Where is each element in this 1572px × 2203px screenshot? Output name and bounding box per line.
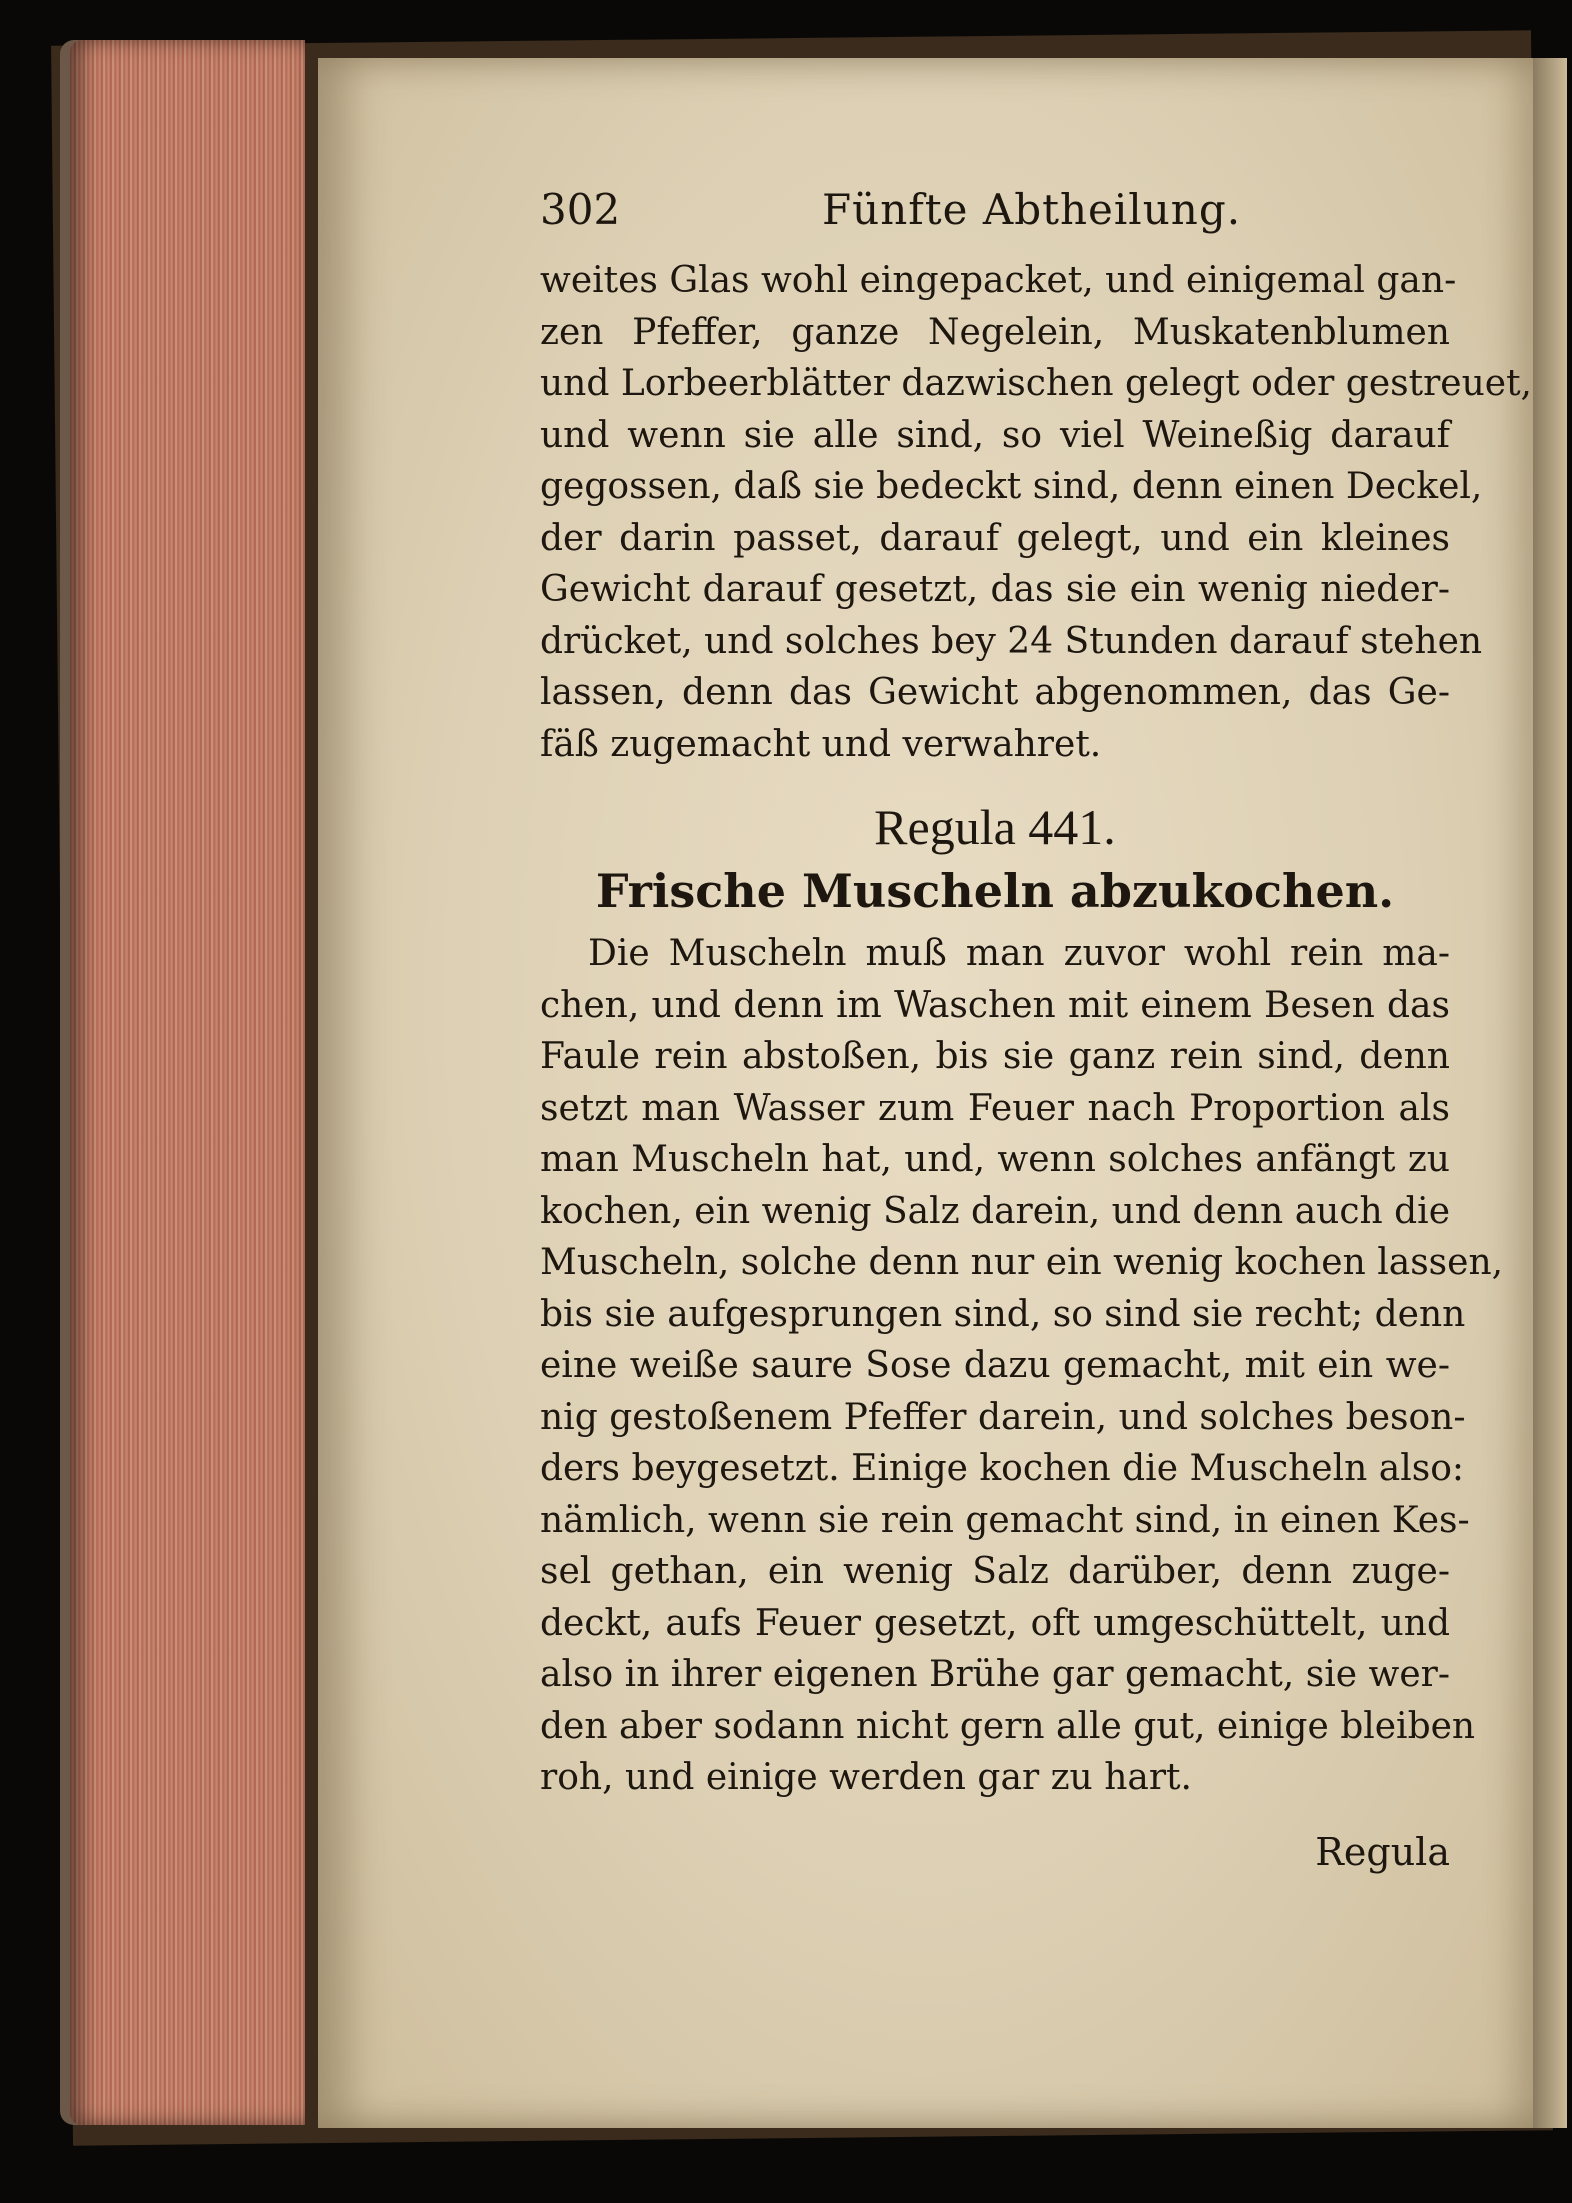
page-edges: [70, 40, 305, 2125]
text-line: den aber sodann nicht gern alle gut, einige bleiben: [540, 1705, 1476, 1747]
text-line: Muscheln, solche denn nur ein wenig kochen lassen,: [540, 1242, 1504, 1283]
section-title: Fünfte Abtheilung.: [822, 185, 1242, 234]
text-line: eine weiße saure Sose dazu gemacht, mit ein we-: [540, 1345, 1450, 1386]
recipe-title: Frische Muscheln abzukochen.: [595, 864, 1395, 918]
text-line: der darin passet, darauf gelegt, und ein kleines: [540, 517, 1450, 559]
text-line: zen Pfeffer, ganze Negelein, Muskatenblumen: [540, 311, 1450, 353]
text-line: drücket, und solches bey 24 Stunden darauf stehen: [540, 620, 1483, 662]
text-line: deckt, aufs Feuer gesetzt, oft umgeschüttelt, und: [540, 1602, 1450, 1644]
text-line: man Muscheln hat, und, wenn solches anfängt zu: [540, 1139, 1450, 1180]
text-line: nig gestoßenem Pfeffer darein, und solches beson-: [540, 1396, 1466, 1438]
text-line: gegossen, daß sie bedeckt sind, denn einen Deckel,: [540, 466, 1483, 507]
paragraph-recipe: [540, 928, 1504, 1804]
text-line: fäß zugemacht und verwahret.: [540, 723, 1102, 765]
page-number: 302: [540, 185, 621, 234]
text-line: Gewicht darauf gesetzt, das sie ein wenig nieder-: [540, 569, 1450, 610]
text-line: lassen, denn das Gewicht abgenommen, das Ge-: [540, 672, 1450, 713]
text-line: weites Glas wohl eingepacket, und einigemal gan-: [540, 260, 1457, 301]
text-line: nämlich, wenn sie rein gemacht sind, in einen Kes-: [540, 1499, 1470, 1541]
text-line: kochen, ein wenig Salz darein, und denn auch die: [540, 1190, 1450, 1232]
text-line: roh, und einige werden gar zu hart.: [540, 1757, 1192, 1798]
text-line: sel gethan, ein wenig Salz darüber, denn zuge-: [540, 1551, 1450, 1592]
paragraph-continuation: [540, 255, 1532, 770]
catchword: Regula: [1315, 1829, 1450, 1874]
running-head: [540, 185, 1450, 255]
text-line: und wenn sie alle sind, so viel Weineßig darauf: [540, 414, 1450, 456]
page-text: [540, 185, 1532, 1900]
rule-heading: Regula 441.: [874, 799, 1116, 855]
catchword-row: [540, 1830, 1450, 1900]
text-line: setzt man Wasser zum Feuer nach Proportion als: [540, 1087, 1450, 1129]
text-line: bis sie aufgesprungen sind, so sind sie recht; denn: [540, 1293, 1466, 1335]
text-line: also in ihrer eigenen Brühe gar gemacht, sie wer-: [540, 1654, 1450, 1695]
text-line: chen, und denn im Waschen mit einem Besen das: [540, 984, 1450, 1026]
facing-page-edge: [1533, 58, 1567, 2128]
text-line: und Lorbeerblätter dazwischen gelegt oder gestreuet,: [540, 363, 1532, 404]
text-line: Die Muscheln muß man zuvor wohl rein ma-: [588, 933, 1450, 974]
text-line: ders beygesetzt. Einige kochen die Muscheln also:: [540, 1448, 1465, 1489]
text-line: Faule rein abstoßen, bis sie ganz rein sind, denn: [540, 1036, 1450, 1077]
